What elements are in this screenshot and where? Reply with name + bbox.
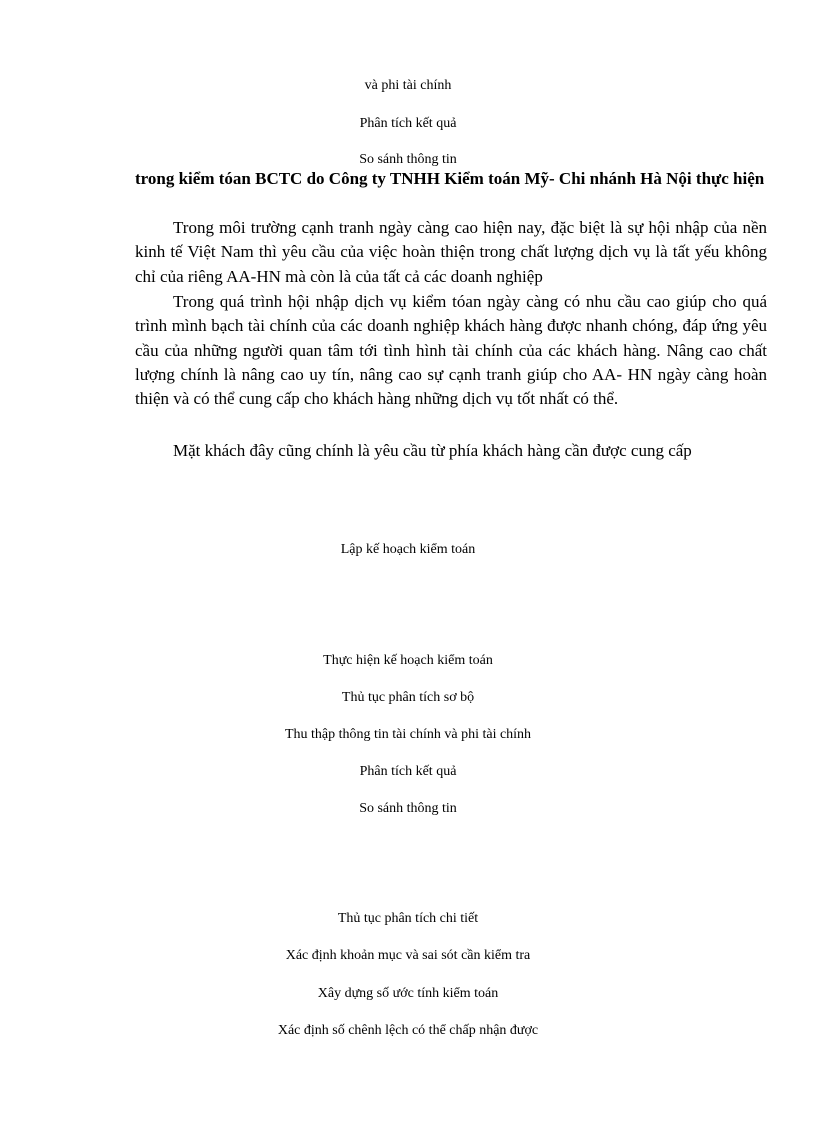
flow-step-detailed-analysis: Thủ tục phân tích chi tiết xyxy=(337,911,479,926)
flow-step-preliminary-analysis: Thủ tục phân tích sơ bộ xyxy=(341,690,475,705)
flow-step-analyze-results: Phân tích kết quả xyxy=(359,764,457,779)
body-paragraph: Trong môi trường cạnh tranh ngày càng cao hiện nay, đặc biệt là sự hội nhập của nền kinh tế Việt Nam thì yêu cầu của việc hoàn thiện trong chất lượng dịch vụ là tất yếu không chỉ của riêng AA-HN mà còn là của tất cả các doanh nghiệp xyxy=(135,218,767,286)
body-paragraph: Mặt khách đây cũng chính là yêu cầu từ phía khách hàng cần được cung cấp xyxy=(173,441,692,460)
flow-step-build-estimate: Xây dựng số ước tính kiểm toán xyxy=(317,986,499,1001)
flow-step-planning: Lập kế hoạch kiểm toán xyxy=(340,542,476,557)
section-heading: trong kiểm tóan BCTC do Công ty TNHH Kiểm toán Mỹ- Chi nhánh Hà Nội thực hiện xyxy=(135,169,765,188)
body-paragraph: Trong quá trình hội nhập dịch vụ kiểm tóan ngày càng có nhu cầu cao giúp cho quá trình mình bạch tài chính của các doanh nghiệp khách hàng được nhanh chóng, đáp ứng yêu cầu của những người quan tâm tới tình hình tài chính của các khách hàng. Nâng cao chất lượng chính là nâng cao uy tín, nâng cao sự cạnh tranh giúp cho AA- HN ngày càng hoàn thiện và có thể cung cấp cho khách hàng những dịch vụ tốt nhất có thể. xyxy=(135,292,767,409)
flow-step-acceptable-difference: Xác định số chênh lệch có thể chấp nhận được xyxy=(277,1023,539,1038)
flow-step-collect-info: Thu thập thông tin tài chính và phi tài chính xyxy=(284,727,532,742)
flow-step-compare-info: So sánh thông tin xyxy=(359,801,457,816)
flow-step-execution: Thực hiện kế hoạch kiểm toán xyxy=(323,653,493,668)
flow-step-analyze-results: Phân tích kết quả xyxy=(359,116,457,131)
flow-step-compare-info: So sánh thông tin xyxy=(359,152,457,167)
flow-step-identify-items: Xác định khoản mục và sai sót cần kiểm tra xyxy=(285,948,531,963)
flow-step-non-financial: và phi tài chính xyxy=(364,78,452,93)
